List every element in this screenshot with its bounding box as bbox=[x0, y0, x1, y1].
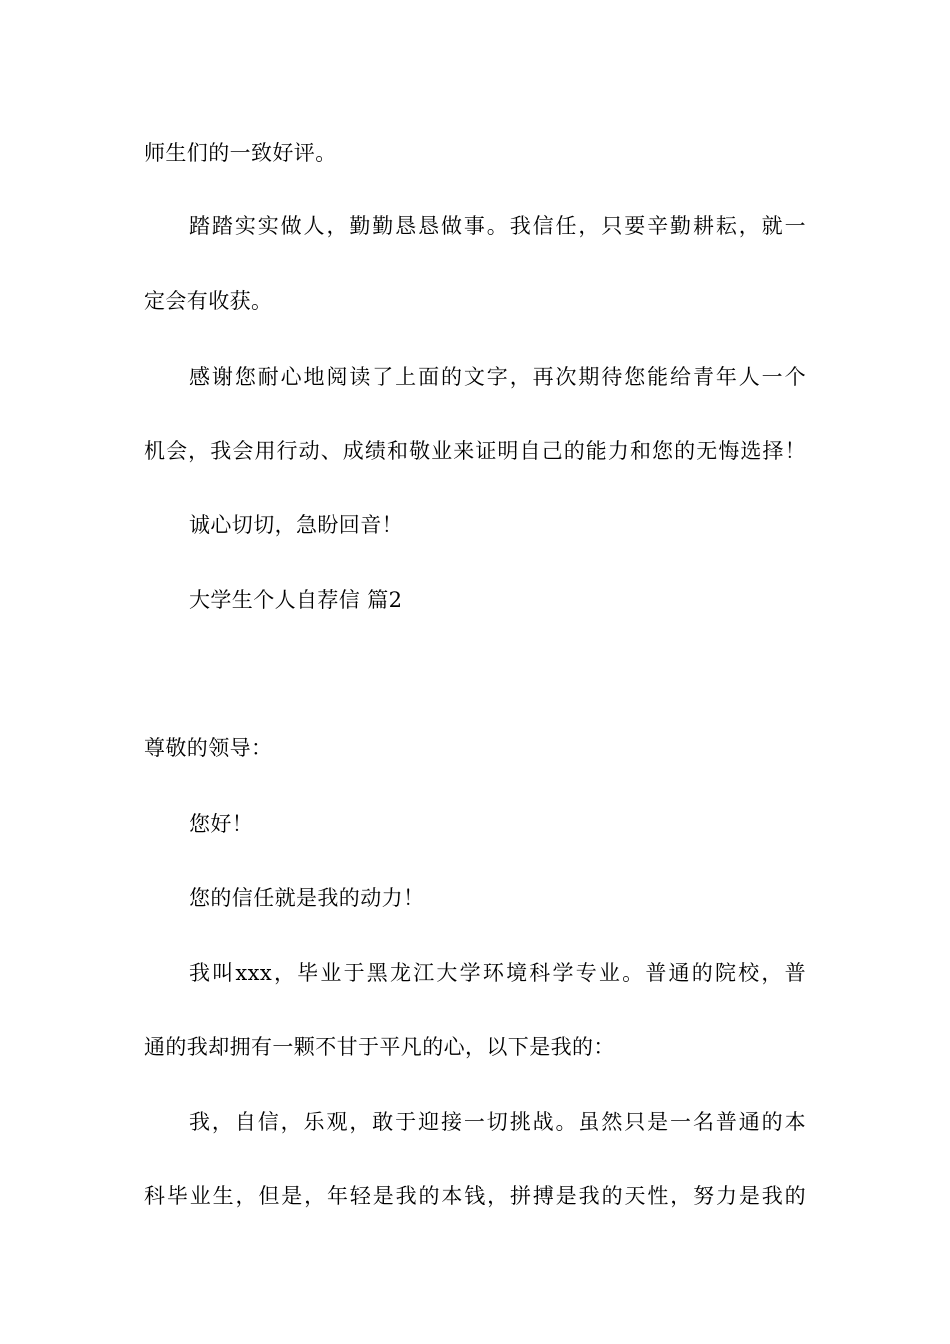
text-line-1: 师生们的一致好评。 bbox=[144, 141, 337, 165]
section-heading: 大学生个人自荐信 篇2 bbox=[189, 588, 403, 612]
text-line-3: 定会有收获。 bbox=[144, 289, 273, 313]
salutation: 尊敬的领导： bbox=[144, 736, 273, 760]
text-line-13: 我，自信，乐观，敢于迎接一切挑战。虽然只是一名普通的本 bbox=[189, 1110, 806, 1134]
text-line-11: 我叫xxx，毕业于黑龙江大学环境科学专业。普通的院校，普 bbox=[189, 961, 806, 985]
text-line-10: 您的信任就是我的动力！ bbox=[189, 886, 425, 910]
greeting: 您好！ bbox=[189, 812, 254, 836]
text-line-14: 科毕业生，但是，年轻是我的本钱，拼搏是我的天性，努力是我的 bbox=[144, 1184, 806, 1208]
text-line-4: 感谢您耐心地阅读了上面的文字，再次期待您能给青年人一个 bbox=[189, 365, 806, 389]
text-line-5: 机会，我会用行动、成绩和敬业来证明自己的能力和您的无悔选择！ bbox=[144, 439, 806, 463]
text-line-2: 踏踏实实做人，勤勤恳恳做事。我信任，只要辛勤耕耘，就一 bbox=[189, 214, 806, 238]
text-line-6: 诚心切切，急盼回音！ bbox=[189, 513, 403, 537]
text-line-12: 通的我却拥有一颗不甘于平凡的心，以下是我的： bbox=[144, 1035, 615, 1059]
